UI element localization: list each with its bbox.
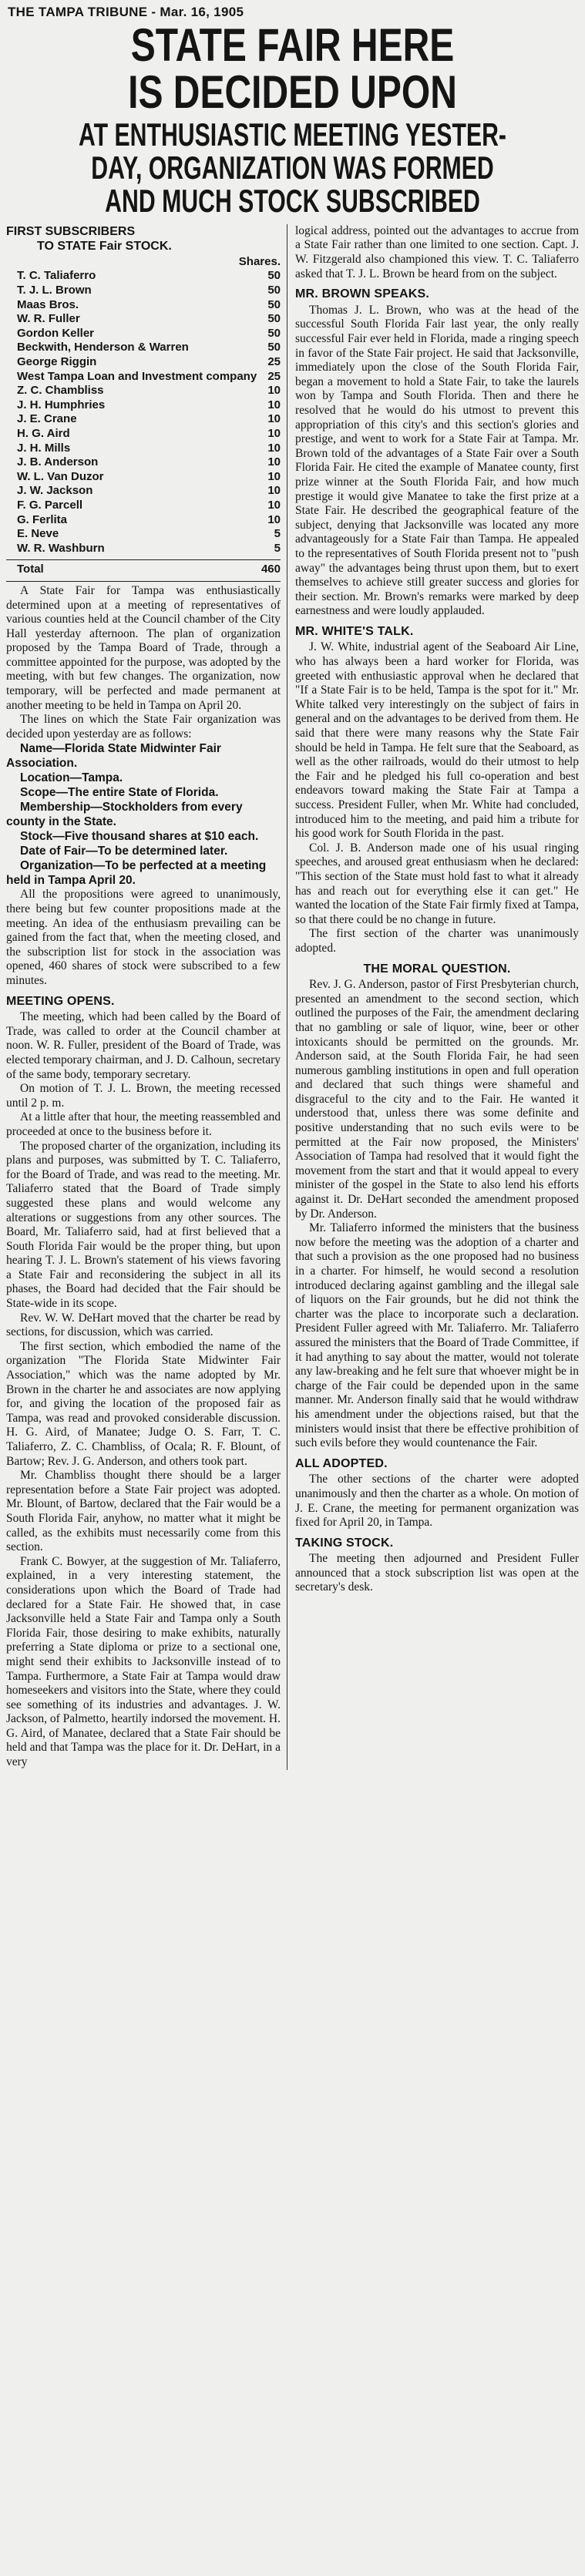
subhead-moral-question: THE MORAL QUESTION. [363, 962, 511, 976]
subscriber-shares: 5 [274, 541, 281, 555]
subscriber-shares: 10 [267, 469, 281, 483]
subscriber-row [6, 412, 281, 427]
paragraph: The first section of the charter was unanimously adopted. [295, 927, 579, 955]
subscriber-name: J. E. Crane [17, 412, 77, 426]
shares-column-label: Shares. [238, 254, 281, 268]
headline [6, 19, 579, 220]
paragraph: J. W. White, industrial agent of the Seaboard Air Line, who has always been a hard worker for Florida, was greeted with enthusiastic approval when he declared that "If a State Fair is to be held, Tampa is the spot for it." Mr. White talked very interestingly on the subject of fairs in general and on the advantages to be derived from them. He said that there were many reasons why the State Fair should be held in Tampa. He felt sure that the Seaboard, as well as the other railroads, would do their utmost to help the Fair and he pledged his full co-operation and best endeavors toward making the State Fair at Tampa a success. President Fuller, when Mr. White had concluded, introduced him to the meeting, and paid him a tribute for his good work for South Florida in the past. [295, 640, 579, 841]
subscriber-row [6, 470, 281, 485]
article-columns [6, 224, 579, 1770]
subscriber-shares: 10 [267, 398, 281, 411]
subscriber-shares: 10 [267, 455, 281, 469]
total-label: Total [17, 563, 44, 576]
dateline: THE TAMPA TRIBUNE - Mar. 16, 1905 [8, 5, 244, 19]
paragraph: Rev. W. W. DeHart moved that the charter be read by sections, for discussion, which was carried. [6, 1311, 281, 1339]
subscriber-row [6, 370, 281, 385]
paragraph: The proposed charter of the organization, including its plans and purposes, was submitted by T. C. Taliaferro, for the Board of Trade, and was read to the meeting. Mr. Taliaferro stated that the Board of Trade simply suggested these plans and would welcome any alterations or suggestions from any other sources. The Board, Mr. Taliaferro said, had at first believed that a South Florida Fair would be the proper thing, but upon hearing T. J. L. Brown's statement of his views favoring a State Fair and reconsidering the subject in all its phases, the Board had decided that the Fair should be State-wide in its scope. [6, 1139, 281, 1311]
subscriber-shares: 10 [267, 512, 281, 526]
total-divider [6, 559, 281, 560]
paragraph: A State Fair for Tampa was enthusiastically determined upon at a meeting of representatives of various counties held at the Council chamber of the City Hall yesterday afternoon. The plan of organization proposed by the Tampa Board of Trade, through a committee appointed for the purpose, was adopted by the meeting, with but few changes. The organization, now temporary, will be perfected and made permanent at another meeting to be held in Tampa on April 20. [6, 583, 281, 712]
subscriber-name: W. R. Fuller [17, 312, 80, 326]
subscriber-shares: 10 [267, 426, 281, 440]
subscriber-shares: 50 [267, 326, 281, 340]
spec-location: Location—Tampa. [20, 771, 123, 785]
subscriber-name: West Tampa Loan and Investment company [17, 369, 257, 383]
subscriber-shares: 10 [267, 384, 281, 398]
subscriber-row [6, 355, 281, 370]
subscriber-row [6, 527, 281, 542]
subscriber-row [6, 542, 281, 556]
headline-line-2: IS DECIDED UPON [128, 66, 457, 119]
subscriber-shares: 50 [267, 297, 281, 311]
subscriber-name: J. H. Humphries [17, 398, 106, 411]
spec-scope: Scope—The entire State of Florida. [20, 786, 219, 800]
subscriber-name: Beckwith, Henderson & Warren [17, 341, 189, 354]
subscriber-row [6, 455, 281, 470]
subscriber-row [6, 327, 281, 341]
subscriber-name: G. Ferlita [17, 512, 68, 526]
subscriber-row [6, 484, 281, 499]
subscriber-name: T. C. Taliaferro [17, 269, 96, 283]
subscriber-row [6, 427, 281, 442]
subscriber-shares: 50 [267, 269, 281, 283]
paragraph: Mr. Chambliss thought there should be a larger representation before a State Fair project was adopted. Mr. Blount, of Bartow, declared that the Fair would be a South Florida Fair, anyhow, no matter what it might be called, as the exhibits must necessarily come from this section. [6, 1469, 281, 1554]
paragraph: On motion of T. J. L. Brown, the meeting recessed until 2 p. m. [6, 1082, 281, 1110]
subscriber-shares: 50 [267, 312, 281, 326]
paragraph: Col. J. B. Anderson made one of his usual ringing speeches, and aroused great enthusiasm when he declared: "This section of the State must hold fast to what it already has and reach out for everything else it can get." He wanted the location of the State Fair firmly fixed at Tampa, so that there could be no change in future. [295, 841, 579, 926]
paragraph: The other sections of the charter were adopted unanimously and then the charter as a whole. On motion of J. E. Crane, the meeting for permanent organization was fixed for April 20, in Tampa. [295, 1473, 579, 1530]
subscriber-name: Z. C. Chambliss [17, 384, 104, 398]
subscriber-name: George Riggin [17, 355, 97, 369]
spec-stock: Stock—Five thousand shares at $10 each. [20, 830, 259, 844]
subscriber-shares: 10 [267, 484, 281, 498]
subscriber-name: J. H. Mills [17, 441, 71, 455]
headline-line-3: AT ENTHUSIASTIC MEETING YESTER- [78, 116, 506, 153]
paragraph: Mr. Taliaferro informed the ministers that the business now before the meeting was the adoption of a charter and that such a provision as the one proposed had no business in a charter. For himself, he would second a resolution introduced declaring against gambling and the illegal sale of liquors on the Fair grounds, but he did not think the charter was the place to incorporate such a declaration. President Fuller agreed with Mr. Taliaferro. Mr. Taliaferro assured the ministers that the Board of Trade Committee, if it had anything to say about the matter, would not tolerate any law-breaking and he felt sure that whoever might be in charge of the Fair could be depended upon in the same manner. Mr. Anderson finally said that he would withdraw his amendment under the objections raised, but that the ministers would insist that there be effective prohibition of such evils before they would countenance the Fair. [295, 1221, 579, 1450]
total-value: 460 [261, 563, 281, 576]
paragraph: Frank C. Bowyer, at the suggestion of Mr. Taliaferro, explained, in a very interesting statement, the considerations upon which the Board of Trade had declared for a State Fair. He showed that, in case Jacksonville held a State Fair and Tampa only a South Florida Fair, those desiring to make exhibits, naturally preferring a State diploma or prize to a sectional one, might send their exhibits to Jacksonville instead of to Tampa. Furthermore, a State Fair at Tampa would draw homeseekers and visitors into the State, where they could see something of its industries and advantages. J. W. Jackson, of Palmetto, heartily indorsed the movement. H. G. Aird, of Manatee, declared that a State Fair should be held and that Tampa was the place for it. Dr. DeHart, in a very [6, 1554, 281, 1769]
subscriber-row [6, 384, 281, 398]
paragraph: The meeting, which had been called by the Board of Trade, was called to order at the Council chamber at noon. W. R. Fuller, president of the Board of Trade, was elected temporary chairman, and J. D. Calhoun, secretary of the same body, temporary secretary. [6, 1010, 281, 1081]
subscriber-shares: 50 [267, 341, 281, 354]
subscriber-row [6, 284, 281, 298]
spec-name: Name—Florida State Midwinter Fair Association. [6, 742, 221, 771]
subscriber-shares: 10 [267, 412, 281, 426]
subscriber-name: W. L. Van Duzor [17, 469, 104, 483]
spec-membership: Membership—Stockholders from every county in the State. [6, 801, 243, 829]
subscriber-name: J. B. Anderson [17, 455, 99, 469]
subscriber-shares: 25 [267, 369, 281, 383]
subscribers-heading: FIRST SUBSCRIBERS [6, 224, 136, 238]
spec-date: Date of Fair—To be determined later. [20, 845, 228, 858]
subhead-meeting-opens: MEETING OPENS. [6, 994, 115, 1008]
subscriber-name: T. J. L. Brown [17, 284, 92, 297]
subscriber-name: H. G. Aird [17, 426, 70, 440]
subhead-taking-stock: TAKING STOCK. [295, 1536, 394, 1550]
paragraph: Thomas J. L. Brown, who was at the head of the successful South Florida Fair last year, the only really successful Fair ever held in Florida, made a ringing speech in favor of the State Fair project. He said that Jacksonville, immediately upon the close of the South Florida Fair, began a movement to hold a State Fair, to take the laurels won by Tampa and South Florida. Then and there he resolved that he would do his utmost to prevent this appropriation of this city's and this section's glories and prestige, and went to work for a State Fair at Tampa. Mr. Brown told of the advantages of a State Fair over a South Florida Fair. He cited the example of Manatee county, first prize winner at the South Florida Fair, and how much prestige it would give Manatee to take the first prize at a State Fair. He described the geographical feature of the subject, denying that Jacksonville was located any more advantageously for a State Fair than Tampa. He appealed to the representatives of South Florida present not to "push away" the advantages being thrust upon them, but to exert themselves to achieve still greater success and glories for their section. Mr. Brown's remarks were marked by deep earnestness and were loudly applauded. [295, 303, 579, 618]
subscriber-row [6, 499, 281, 513]
subhead-brown-speaks: MR. BROWN SPEAKS. [295, 287, 430, 301]
subscriber-shares: 25 [267, 355, 281, 369]
subscriber-name: E. Neve [17, 527, 59, 541]
subscriber-name: Gordon Keller [17, 326, 95, 340]
subscriber-row [6, 442, 281, 456]
subscriber-shares: 5 [274, 527, 281, 541]
total-row [6, 563, 281, 577]
paragraph: The first section, which embodied the name of the organization "The Florida State Midwinter Fair Association," which was the name adopted by Mr. Brown in the charter he and associates are now applying for, and giving the location of the proposed fair as Tampa, was read and provoked considerable discussion. H. G. Aird, of Manatee; Judge O. S. Farr, T. C. Taliaferro, Z. C. Chambliss, of Ocala; R. F. Blount, of Bartow; Rev. J. G. Anderson, and others took part. [6, 1339, 281, 1468]
right-column [287, 224, 579, 1770]
paragraph: The meeting then adjourned and President Fuller announced that a stock subscription list was open at the secretary's desk. [295, 1552, 579, 1594]
subscriber-row [6, 298, 281, 313]
subscribers-subheading: TO STATE Fair STOCK. [37, 239, 172, 253]
subscriber-name: W. R. Washburn [17, 541, 105, 555]
headline-line-4: DAY, ORGANIZATION WAS FORMED [91, 149, 494, 186]
subscriber-list [6, 269, 281, 556]
subscriber-shares: 10 [267, 498, 281, 512]
headline-line-1: STATE FAIR HERE [130, 19, 455, 71]
subscriber-row [6, 398, 281, 413]
subscriber-name: F. G. Parcell [17, 498, 83, 512]
subscriber-row [6, 312, 281, 327]
subhead-all-adopted: ALL ADOPTED. [295, 1456, 388, 1470]
paragraph: logical address, pointed out the advantages to accrue from a State Fair rather than one limited to one section. Capt. J. W. Fitzgerald also championed this view. T. C. Taliaferro asked that T. J. L. Brown be heard from on the subject. [295, 223, 579, 280]
subscriber-shares: 10 [267, 441, 281, 455]
subscriber-name: J. W. Jackson [17, 484, 93, 498]
subscriber-name: Maas Bros. [17, 297, 79, 311]
subscriber-row [6, 513, 281, 528]
paragraph: At a little after that hour, the meeting reassembled and proceeded at once to the business before it. [6, 1110, 281, 1138]
subscriber-row [6, 269, 281, 284]
subhead-white-talk: MR. WHITE'S TALK. [295, 624, 414, 638]
paragraph: Rev. J. G. Anderson, pastor of First Presbyterian church, presented an amendment to the second section, which outlined the purposes of the Fair, the amendment declaring that no gambling or sale of liquor, wine, beer or other intoxicants should be permitted on the grounds. Mr. Anderson said, at the South Florida Fair, he had seen numerous gambling institutions in open and full operation and declared that such things were shameful and disgraceful to the city and to the Fair. He wanted it understood that, unless there was some definite and positive understanding that no such evils were to be permitted at the Fair now proposed, the Ministers' Association of Tampa had resolved that it would fight the movement from the start and that it would appeal to every minister of the gospel in the State to also lend his efforts against it. Dr. DeHart seconded the amendment proposed by Dr. Anderson. [295, 978, 579, 1221]
left-column [6, 224, 287, 1770]
paragraph: The lines on which the State Fair organization was decided upon yesterday are as follows: [6, 713, 281, 741]
total-divider-bottom [6, 581, 281, 582]
headline-line-5: AND MUCH STOCK SUBSCRIBED [105, 183, 480, 220]
subscriber-row [6, 341, 281, 355]
subscriber-shares: 50 [267, 284, 281, 297]
paragraph: All the propositions were agreed to unanimously, there being but few counter propositions made at the meeting. An idea of the enthusiasm prevailing can be gained from the fact that, when the meeting closed, and the subscription list for stock in the association was opened, 460 shares of stock were subscribed to a few minutes. [6, 888, 281, 988]
spec-organization: Organization—To be perfected at a meeting held in Tampa April 20. [6, 859, 267, 888]
